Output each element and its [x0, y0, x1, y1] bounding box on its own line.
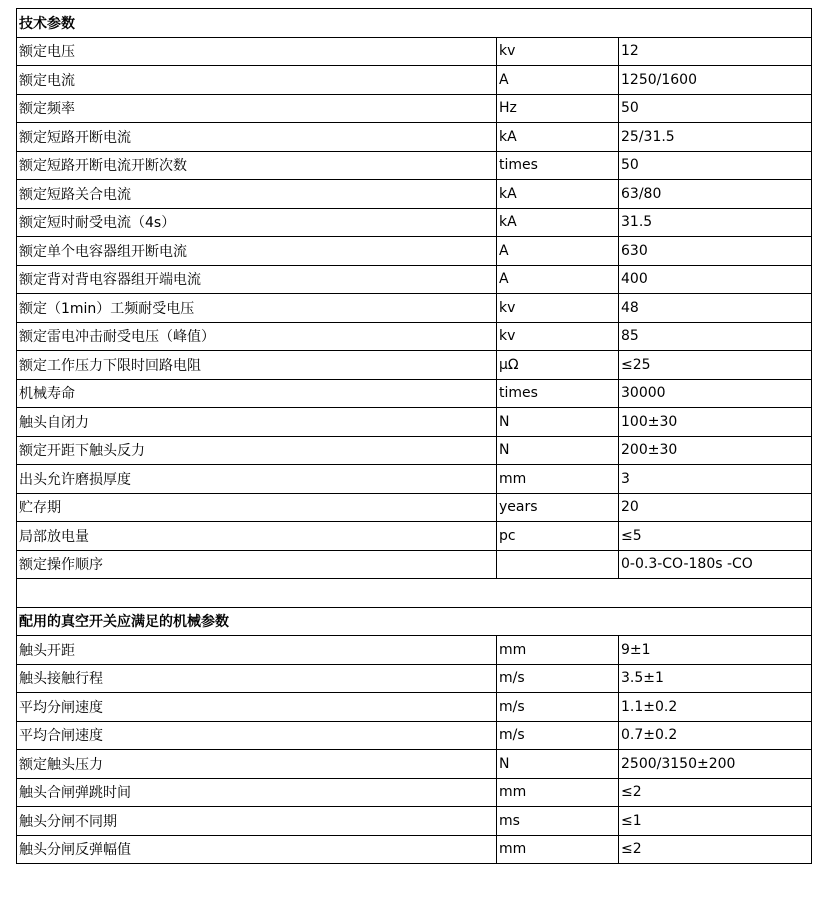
param-unit-cell: A — [497, 66, 619, 95]
param-name-cell: 额定频率 — [17, 94, 497, 123]
param-name-cell: 额定触头压力 — [17, 750, 497, 779]
param-value-cell: 50 — [619, 94, 812, 123]
table-row — [17, 37, 812, 66]
param-name-cell: 触头分闸反弹幅值 — [17, 835, 497, 864]
param-value-cell: 30000 — [619, 379, 812, 408]
section-header-row — [17, 607, 812, 636]
param-value-cell: 48 — [619, 294, 812, 323]
param-value-cell: 9±1 — [619, 636, 812, 665]
param-value-cell: ≤1 — [619, 807, 812, 836]
param-value-cell: 200±30 — [619, 436, 812, 465]
param-name-cell: 触头开距 — [17, 636, 497, 665]
param-name-cell: 额定雷电冲击耐受电压（峰值） — [17, 322, 497, 351]
param-unit-cell: times — [497, 151, 619, 180]
param-unit-cell: m/s — [497, 721, 619, 750]
table-row — [17, 436, 812, 465]
param-unit-cell: times — [497, 379, 619, 408]
table-row — [17, 465, 812, 494]
spec-table — [16, 8, 812, 864]
section-title-technical: 技术参数 — [17, 9, 812, 38]
table-row — [17, 351, 812, 380]
param-unit-cell: kv — [497, 37, 619, 66]
table-row — [17, 636, 812, 665]
table-row — [17, 807, 812, 836]
param-value-cell: 1.1±0.2 — [619, 693, 812, 722]
param-name-cell: 额定短路开断电流 — [17, 123, 497, 152]
table-row — [17, 294, 812, 323]
param-name-cell: 平均分闸速度 — [17, 693, 497, 722]
param-unit-cell: mm — [497, 636, 619, 665]
param-value-cell: 20 — [619, 493, 812, 522]
param-value-cell: 31.5 — [619, 208, 812, 237]
param-value-cell: 100±30 — [619, 408, 812, 437]
table-row — [17, 493, 812, 522]
param-value-cell: 25/31.5 — [619, 123, 812, 152]
param-unit-cell: kA — [497, 123, 619, 152]
param-unit-cell: N — [497, 408, 619, 437]
param-name-cell: 额定短路关合电流 — [17, 180, 497, 209]
param-name-cell: 触头自闭力 — [17, 408, 497, 437]
param-value-cell: ≤2 — [619, 835, 812, 864]
param-value-cell: 0-0.3-CO-180s -CO — [619, 550, 812, 579]
param-unit-cell: mm — [497, 835, 619, 864]
table-row — [17, 693, 812, 722]
param-name-cell: 额定操作顺序 — [17, 550, 497, 579]
param-name-cell: 机械寿命 — [17, 379, 497, 408]
table-row — [17, 180, 812, 209]
param-unit-cell: m/s — [497, 693, 619, 722]
param-unit-cell: N — [497, 436, 619, 465]
param-unit-cell: mm — [497, 465, 619, 494]
table-row — [17, 835, 812, 864]
table-row — [17, 750, 812, 779]
table-row — [17, 265, 812, 294]
param-value-cell: ≤5 — [619, 522, 812, 551]
table-row — [17, 237, 812, 266]
table-row — [17, 66, 812, 95]
param-name-cell: 平均合闸速度 — [17, 721, 497, 750]
param-name-cell: 额定短时耐受电流（4s） — [17, 208, 497, 237]
param-name-cell: 额定电压 — [17, 37, 497, 66]
param-value-cell: 1250/1600 — [619, 66, 812, 95]
param-unit-cell: kv — [497, 322, 619, 351]
param-unit-cell: kA — [497, 180, 619, 209]
table-row — [17, 94, 812, 123]
param-unit-cell: μΩ — [497, 351, 619, 380]
param-unit-cell: kv — [497, 294, 619, 323]
param-unit-cell: ms — [497, 807, 619, 836]
param-value-cell: 85 — [619, 322, 812, 351]
spacer-cell — [17, 579, 812, 608]
table-row — [17, 379, 812, 408]
param-unit-cell: N — [497, 750, 619, 779]
param-name-cell: 额定工作压力下限时回路电阻 — [17, 351, 497, 380]
param-value-cell: ≤25 — [619, 351, 812, 380]
param-value-cell: 3 — [619, 465, 812, 494]
param-name-cell: 额定单个电容器组开断电流 — [17, 237, 497, 266]
param-value-cell: 630 — [619, 237, 812, 266]
param-unit-cell: pc — [497, 522, 619, 551]
param-unit-cell: A — [497, 265, 619, 294]
table-row — [17, 550, 812, 579]
param-unit-cell — [497, 550, 619, 579]
table-row — [17, 522, 812, 551]
param-value-cell: ≤2 — [619, 778, 812, 807]
section-header-row — [17, 9, 812, 38]
param-value-cell: 2500/3150±200 — [619, 750, 812, 779]
param-value-cell: 0.7±0.2 — [619, 721, 812, 750]
param-value-cell: 400 — [619, 265, 812, 294]
spacer-row — [17, 579, 812, 608]
table-row — [17, 778, 812, 807]
param-name-cell: 贮存期 — [17, 493, 497, 522]
param-unit-cell: A — [497, 237, 619, 266]
table-row — [17, 151, 812, 180]
table-row — [17, 123, 812, 152]
param-value-cell: 50 — [619, 151, 812, 180]
table-row — [17, 322, 812, 351]
param-name-cell: 出头允许磨损厚度 — [17, 465, 497, 494]
param-name-cell: 触头接触行程 — [17, 664, 497, 693]
param-value-cell: 63/80 — [619, 180, 812, 209]
table-row — [17, 664, 812, 693]
param-name-cell: 局部放电量 — [17, 522, 497, 551]
param-value-cell: 3.5±1 — [619, 664, 812, 693]
table-row — [17, 208, 812, 237]
param-name-cell: 额定电流 — [17, 66, 497, 95]
param-name-cell: 额定背对背电容器组开端电流 — [17, 265, 497, 294]
param-name-cell: 额定开距下触头反力 — [17, 436, 497, 465]
param-unit-cell: Hz — [497, 94, 619, 123]
section-title-mechanical: 配用的真空开关应满足的机械参数 — [17, 607, 812, 636]
param-name-cell: 额定（1min）工频耐受电压 — [17, 294, 497, 323]
spec-table-body — [17, 9, 812, 864]
param-unit-cell: mm — [497, 778, 619, 807]
param-value-cell: 12 — [619, 37, 812, 66]
param-unit-cell: m/s — [497, 664, 619, 693]
param-name-cell: 触头合闸弹跳时间 — [17, 778, 497, 807]
table-row — [17, 408, 812, 437]
table-row — [17, 721, 812, 750]
param-unit-cell: kA — [497, 208, 619, 237]
param-name-cell: 触头分闸不同期 — [17, 807, 497, 836]
param-name-cell: 额定短路开断电流开断次数 — [17, 151, 497, 180]
param-unit-cell: years — [497, 493, 619, 522]
